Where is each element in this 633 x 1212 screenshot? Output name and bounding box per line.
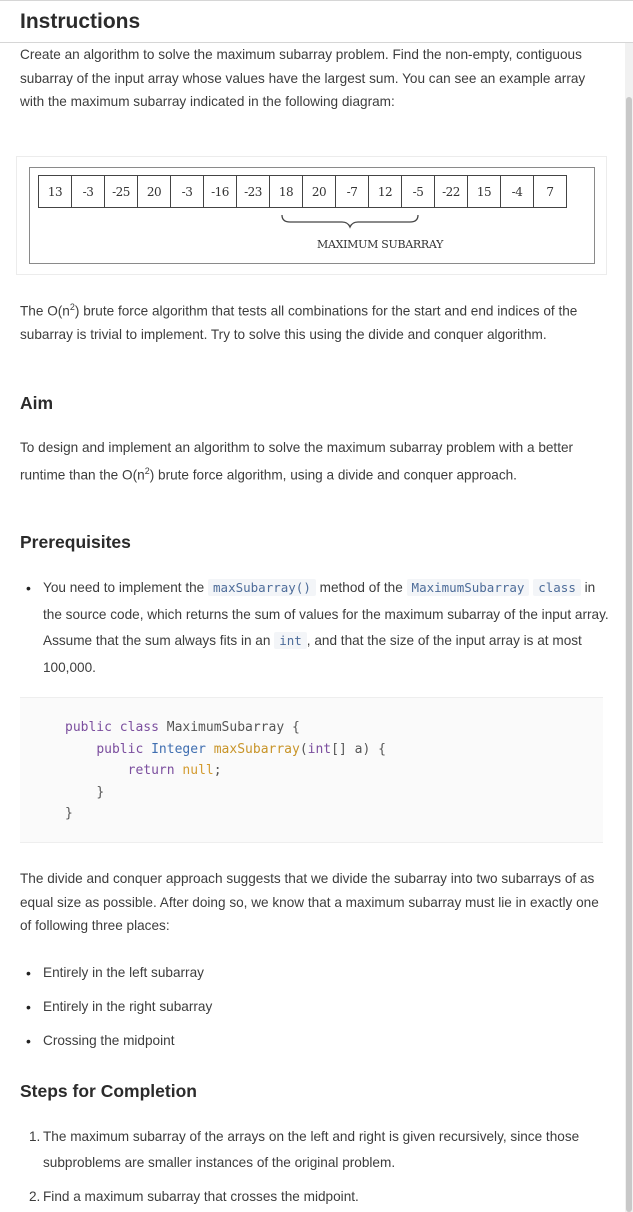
list-item: • You need to implement the maxSubarray() method of the MaximumSubarray class in the source code, which returns the sum of values for the maximum subarray of the input array. Assume that the sum always fits in an int , and that the size of the input array is at most 100,000. [20,575,610,681]
array-cell: -4 [500,175,534,208]
list-item: • Entirely in the left subarray [20,962,600,984]
array-cell: -16 [203,175,237,208]
array-cell: 13 [38,175,72,208]
brute-force-paragraph: The $O(n^2)$ brute force algorithm that tests all combinations for the start and end indices of the subarray is trivial to implement. Try to solve this using the divide and conquer algorithm. [20,302,578,343]
code-class: class [533,579,581,596]
array-cell: 20 [137,175,171,208]
list-item: 1. The maximum subarray of the arrays on the left and right is given recursively, since those subproblems are smaller instances of the original problem. [29,1129,580,1170]
array-cell: 15 [467,175,501,208]
array-cells [39,175,567,208]
code-snippet: public class MaximumSubarray { public Integer maxSubarray(int[] a) { return null; } } [65,720,386,821]
array-cell: -23 [236,175,270,208]
intro-paragraph: Create an algorithm to solve the maximum subarray problem. Find the non-empty, contiguous subarray of the input array whose values have the largest sum. You can see an example array with the maximum subarray indicated in the following diagram: [20,47,586,109]
code-block [20,697,603,843]
prerequisites-list [20,575,610,681]
divide-paragraph: The divide and conquer approach suggests that we divide the subarray into two subarrays of as equal size as possible. After doing so, we know that a maximum subarray must lie in exactly one of following three places: [20,871,599,933]
array-cell: 7 [533,175,567,208]
array-cell: -3 [71,175,105,208]
array-cell: 20 [302,175,336,208]
array-cell: 18 [269,175,303,208]
curly-brace-icon [280,213,420,229]
divide-list [20,962,600,1052]
page-title: Instructions [20,10,141,33]
max-subarray-diagram [16,156,607,275]
code-maxsubarray: maxSubarray() [208,579,316,596]
prerequisites-heading: Prerequisites [20,532,131,552]
array-cell: 12 [368,175,402,208]
scrollbar-thumb[interactable] [626,97,632,1212]
array-cell: -25 [104,175,138,208]
array-cell: -5 [401,175,435,208]
max-subarray-label: MAXIMUM SUBARRAY [317,238,444,251]
list-item: • Crossing the midpoint [20,1030,600,1052]
steps-heading: Steps for Completion [20,1081,197,1101]
array-cell: -22 [434,175,468,208]
aim-paragraph: To design and implement an algorithm to solve the maximum subarray problem with a better runtime than the $O(n^2)$ brute force algorithm, using a divide and conquer approach. [20,440,574,483]
code-int: int [274,632,307,649]
array-cell: -3 [170,175,204,208]
array-cell: -7 [335,175,369,208]
steps-list [20,1124,600,1210]
code-maximumsubarray: MaximumSubarray [407,579,530,596]
diagram-frame [29,167,595,264]
list-item: 2. Find a maximum subarray that crosses the midpoint. [29,1189,359,1204]
aim-heading: Aim [20,393,54,413]
header-bar [0,0,633,43]
list-item: • Entirely in the right subarray [20,996,600,1018]
